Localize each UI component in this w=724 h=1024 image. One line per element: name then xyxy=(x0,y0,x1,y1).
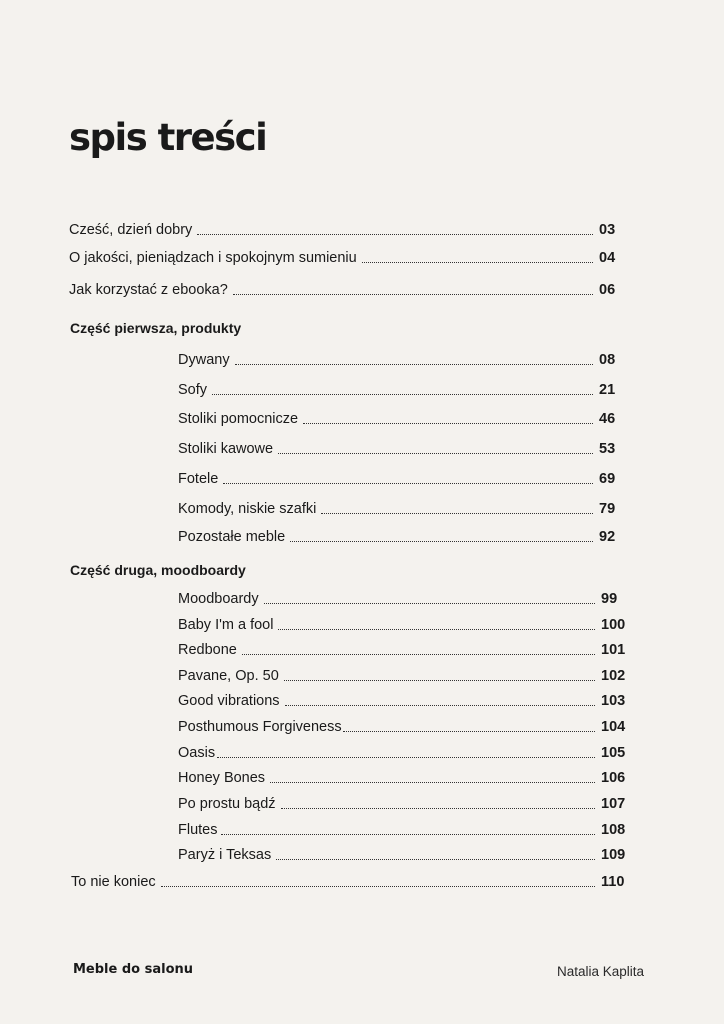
toc-entry-page: 109 xyxy=(601,847,626,863)
dot-leader xyxy=(197,234,593,235)
section-heading-moodboards: Część druga, moodboardy xyxy=(70,562,246,578)
toc-entry-page: 99 xyxy=(601,591,618,607)
toc-entry-page: 106 xyxy=(601,770,626,786)
toc-entry[interactable] xyxy=(69,249,625,267)
toc-entry-label: Oasis xyxy=(178,745,216,761)
toc-entry[interactable] xyxy=(178,381,625,399)
footer-brand: Meble do salonu xyxy=(73,962,194,977)
toc-entry[interactable] xyxy=(178,667,627,685)
toc-entry-label: Redbone xyxy=(178,642,237,658)
dot-leader xyxy=(343,731,595,732)
dot-leader xyxy=(264,603,595,604)
toc-entry-page: 101 xyxy=(601,642,626,658)
dot-leader xyxy=(221,834,596,835)
toc-entry[interactable] xyxy=(178,590,627,608)
toc-entry-label: Po prostu bądź xyxy=(178,796,276,812)
toc-entry-label: Stoliki pomocnicze xyxy=(178,411,299,427)
toc-entry[interactable] xyxy=(178,528,625,546)
toc-entry-label: Komody, niskie szafki xyxy=(178,501,317,517)
toc-entry[interactable] xyxy=(69,281,625,299)
dot-leader xyxy=(285,705,595,706)
toc-entry-label: Good vibrations xyxy=(178,693,280,709)
toc-entry-page: 08 xyxy=(599,352,616,368)
toc-entry-page: 69 xyxy=(599,471,616,487)
toc-entry[interactable] xyxy=(178,470,625,488)
dot-leader xyxy=(212,394,593,395)
toc-entry-page: 104 xyxy=(601,719,626,735)
toc-entry-page: 53 xyxy=(599,441,616,457)
toc-entry[interactable] xyxy=(178,718,627,736)
toc-entry-label: To nie koniec xyxy=(71,874,156,890)
toc-entry[interactable] xyxy=(178,769,627,787)
toc-entry-page: 105 xyxy=(601,745,626,761)
dot-leader xyxy=(242,654,595,655)
section-heading-products: Część pierwsza, produkty xyxy=(70,320,242,336)
toc-entry[interactable] xyxy=(178,846,627,864)
footer-author: Natalia Kaplita xyxy=(557,964,645,979)
toc-entry-page: 46 xyxy=(599,411,616,427)
toc-entry-label: Baby I'm a fool xyxy=(178,617,274,633)
toc-entry-label: Dywany xyxy=(178,352,230,368)
toc-entry[interactable] xyxy=(178,692,627,710)
toc-entry-page: 03 xyxy=(599,222,616,238)
toc-entry-label: Posthumous Forgiveness xyxy=(178,719,342,735)
toc-entry[interactable] xyxy=(178,795,627,813)
dot-leader xyxy=(235,364,593,365)
dot-leader xyxy=(290,541,593,542)
dot-leader xyxy=(321,513,593,514)
toc-entry[interactable] xyxy=(69,221,625,239)
dot-leader xyxy=(278,629,595,630)
dot-leader xyxy=(362,262,593,263)
toc-entry[interactable] xyxy=(71,873,627,891)
toc-entry-page: 92 xyxy=(599,529,616,545)
toc-entry[interactable] xyxy=(178,440,625,458)
page-title: spis treści xyxy=(69,116,267,159)
toc-entry-page: 79 xyxy=(599,501,616,517)
dot-leader xyxy=(223,483,593,484)
toc-entry[interactable] xyxy=(178,500,625,518)
toc-entry-label: Cześć, dzień dobry xyxy=(69,222,193,238)
toc-entry-label: O jakości, pieniądzach i spokojnym sumieniu xyxy=(69,250,357,266)
toc-entry-page: 06 xyxy=(599,282,616,298)
toc-entry-label: Pozostałe meble xyxy=(178,529,286,545)
toc-entry[interactable] xyxy=(178,351,625,369)
dot-leader xyxy=(284,680,595,681)
toc-entry[interactable] xyxy=(178,641,627,659)
dot-leader xyxy=(281,808,595,809)
dot-leader xyxy=(233,294,593,295)
toc-entry[interactable] xyxy=(178,744,627,762)
toc-entry-page: 108 xyxy=(601,822,626,838)
toc-entry-label: Honey Bones xyxy=(178,770,266,786)
toc-entry-label: Sofy xyxy=(178,382,208,398)
toc-entry-label: Stoliki kawowe xyxy=(178,441,274,457)
toc-entry-label: Jak korzystać z ebooka? xyxy=(69,282,228,298)
toc-entry-page: 04 xyxy=(599,250,616,266)
toc-entry-page: 102 xyxy=(601,668,626,684)
toc-entry-page: 110 xyxy=(601,874,625,890)
toc-entry-label: Pavane, Op. 50 xyxy=(178,668,279,684)
toc-entry-page: 21 xyxy=(599,382,616,398)
toc-entry-page: 107 xyxy=(601,796,626,812)
dot-leader xyxy=(278,453,593,454)
toc-entry-page: 100 xyxy=(601,617,626,633)
toc-entry-label: Flutes xyxy=(178,822,218,838)
toc-entry-label: Fotele xyxy=(178,471,219,487)
toc-entry[interactable] xyxy=(178,616,627,634)
toc-entry-page: 103 xyxy=(601,693,626,709)
toc-entry[interactable] xyxy=(178,410,625,428)
toc-entry-label: Moodboardy xyxy=(178,591,259,607)
toc-entry-label: Paryż i Teksas xyxy=(178,847,272,863)
dot-leader xyxy=(276,859,595,860)
dot-leader xyxy=(217,757,595,758)
toc-entry[interactable] xyxy=(178,821,627,839)
dot-leader xyxy=(303,423,593,424)
dot-leader xyxy=(270,782,595,783)
dot-leader xyxy=(161,886,595,887)
